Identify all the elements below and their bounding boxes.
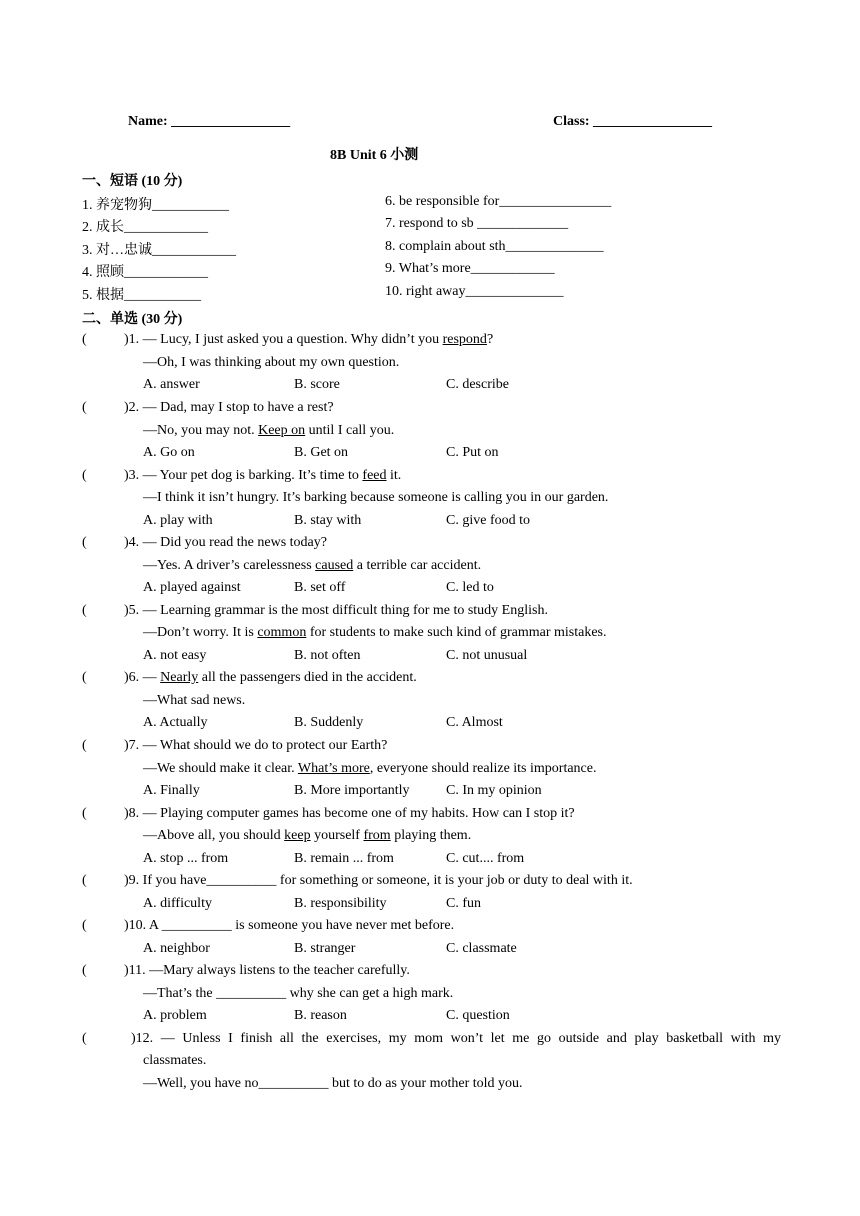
answer-paren-open: ( [82,873,87,888]
answer-paren-close: ) [124,670,129,685]
option-a: A. play with [143,513,213,528]
underlined-word: common [257,625,307,640]
question-text: — Dad, may I stop to have a rest? [142,400,334,415]
question-stem [124,738,387,754]
underlined-word: Nearly [160,670,199,685]
phrase-item: 2. 成长____________ [82,220,208,235]
option-b: B. set off [294,580,346,595]
question-text: — [142,670,161,685]
question-number: 4. [128,535,140,550]
option-b: B. remain ... from [294,851,394,866]
option-b: B. stay with [294,513,362,528]
question-text: A __________ is someone you have never met before. [146,918,455,933]
option-a: A. Go on [143,445,195,460]
response-text: —Above all, you should [143,828,285,843]
question-stem [124,963,410,979]
question-number: 3. [128,468,140,483]
option-c: C. Almost [446,715,503,730]
option-c: C. cut.... from [446,851,525,866]
option-c: C. In my opinion [446,783,542,798]
question-text-tail: ? [486,332,494,347]
answer-paren-open: ( [82,918,87,933]
question-text: — Playing computer games has become one of my habits. How can I stop it? [142,806,575,821]
class-field-label: Class: _________________ [553,114,713,129]
response-text-tail: a terrible car accident. [353,558,482,573]
underlined-word: caused [315,558,354,573]
response-text: —Don’t worry. It is [143,625,258,640]
phrase-item: 7. respond to sb _____________ [385,216,569,231]
question-response [143,625,607,641]
response-text-mid: yourself [310,828,364,843]
option-a: A. answer [143,377,200,392]
answer-paren-open: ( [82,400,87,415]
option-c: C. Put on [446,445,499,460]
question-number: 10. [128,918,147,933]
phrase-item: 10. right away______________ [385,284,564,299]
question-response: —Well, you have no__________ but to do as your mother told you. [143,1076,523,1091]
question-text: — Learning grammar is the most difficult thing for me to study English. [142,603,548,618]
answer-paren-close: ) [124,535,129,550]
option-b: B. stranger [294,941,356,956]
question-response [143,828,471,844]
option-b: B. Get on [294,445,349,460]
option-a: A. stop ... from [143,851,229,866]
question-text: — Lucy, I just asked you a question. Why didn’t you [142,332,443,347]
response-text-tail: playing them. [390,828,472,843]
question-number: 11. [128,963,146,978]
question-stem [131,1031,781,1047]
answer-paren-close: ) [124,918,129,933]
answer-paren-open: ( [82,963,87,978]
question-response: —What sad news. [143,693,246,708]
section-heading-single-choice: 二、单选 (30 分) [82,312,183,327]
phrase-item: 4. 照顾____________ [82,265,208,280]
response-text: —We should make it clear. [143,761,298,776]
option-a: A. played against [143,580,241,595]
answer-paren-close: ) [124,400,129,415]
option-b: B. score [294,377,340,392]
answer-paren-open: ( [82,806,87,821]
option-c: C. fun [446,896,481,911]
question-text-tail: all the passengers died in the accident. [198,670,417,685]
question-text: — Your pet dog is barking. It’s time to [142,468,363,483]
question-number: 7. [128,738,140,753]
response-text-tail: until I call you. [305,423,395,438]
question-response [143,761,596,777]
option-a: A. neighbor [143,941,210,956]
option-c: C. not unusual [446,648,528,663]
question-text-tail: it. [386,468,402,483]
option-c: C. classmate [446,941,517,956]
question-stem [124,918,454,934]
underlined-word: feed [362,468,387,483]
option-a: A. Finally [143,783,200,798]
question-text: — Unless I finish all the exercises, my mom won’t let me go outside and play basketball with my [153,1031,781,1046]
answer-paren-open: ( [82,603,87,618]
answer-paren-close: ) [124,738,129,753]
question-number: 5. [128,603,140,618]
answer-paren-close: ) [131,1031,136,1046]
option-b: B. not often [294,648,361,663]
phrase-item: 3. 对…忠诚____________ [82,243,236,258]
question-stem [124,806,575,822]
answer-paren-open: ( [82,535,87,550]
question-response: —That’s the __________ why she can get a high mark. [143,986,454,1001]
question-response: —Oh, I was thinking about my own question. [143,355,400,370]
answer-paren-close: ) [124,963,129,978]
answer-paren-close: ) [124,468,129,483]
option-a: A. not easy [143,648,207,663]
option-b: B. responsibility [294,896,387,911]
question-response [143,423,394,439]
question-stem [124,535,327,551]
question-stem [124,332,493,348]
question-text-continued: classmates. [143,1053,207,1068]
phrase-item: 5. 根据___________ [82,288,201,303]
answer-paren-close: ) [124,806,129,821]
question-text: If you have__________ for something or someone, it is your job or duty to deal with it. [139,873,633,888]
question-text: —Mary always listens to the teacher carefully. [145,963,410,978]
answer-paren-open: ( [82,468,87,483]
question-stem [124,873,633,889]
question-response [143,558,481,574]
question-stem [124,603,548,619]
option-c: C. question [446,1008,510,1023]
response-text: —Yes. A driver’s carelessness [143,558,316,573]
question-response: —I think it isn’t hungry. It’s barking because someone is calling you in our garden. [143,490,609,505]
answer-paren-open: ( [82,332,87,347]
underlined-word: What’s more [297,761,370,776]
option-b: B. reason [294,1008,347,1023]
answer-paren-close: ) [124,603,129,618]
answer-paren-open: ( [82,670,87,685]
question-stem [124,468,401,484]
option-c: C. give food to [446,513,530,528]
option-a: A. problem [143,1008,207,1023]
phrase-item: 9. What’s more____________ [385,261,555,276]
question-number: 6. [128,670,140,685]
underlined-word: keep [284,828,311,843]
question-text: — Did you read the news today? [142,535,327,550]
underlined-word: Keep on [258,423,306,438]
question-number: 8. [128,806,140,821]
underlined-word: respond [442,332,487,347]
response-text-tail: , everyone should realize its importance. [369,761,597,776]
phrase-item: 1. 养宠物狗___________ [82,198,229,213]
question-stem [124,400,334,416]
response-text-tail: for students to make such kind of grammar mistakes. [306,625,607,640]
option-a: A. Actually [143,715,208,730]
question-number: 12. [135,1031,154,1046]
response-text: —No, you may not. [143,423,259,438]
phrase-item: 8. complain about sth______________ [385,239,604,254]
page-title: 8B Unit 6 小测 [330,148,419,163]
question-text: — What should we do to protect our Earth? [142,738,388,753]
question-number: 9. [128,873,140,888]
option-a: A. difficulty [143,896,212,911]
question-stem [124,670,417,686]
phrase-item: 6. be responsible for________________ [385,194,612,209]
answer-paren-close: ) [124,873,129,888]
question-number: 2. [128,400,140,415]
answer-paren-open: ( [82,1031,87,1046]
answer-paren-close: ) [124,332,129,347]
underlined-word: from [363,828,391,843]
section-heading-phrases: 一、短语 (10 分) [82,174,183,189]
name-field-label: Name: _________________ [128,114,291,129]
option-b: B. More importantly [294,783,410,798]
answer-paren-open: ( [82,738,87,753]
option-b: B. Suddenly [294,715,364,730]
option-c: C. describe [446,377,509,392]
question-number: 1. [128,332,140,347]
option-c: C. led to [446,580,494,595]
